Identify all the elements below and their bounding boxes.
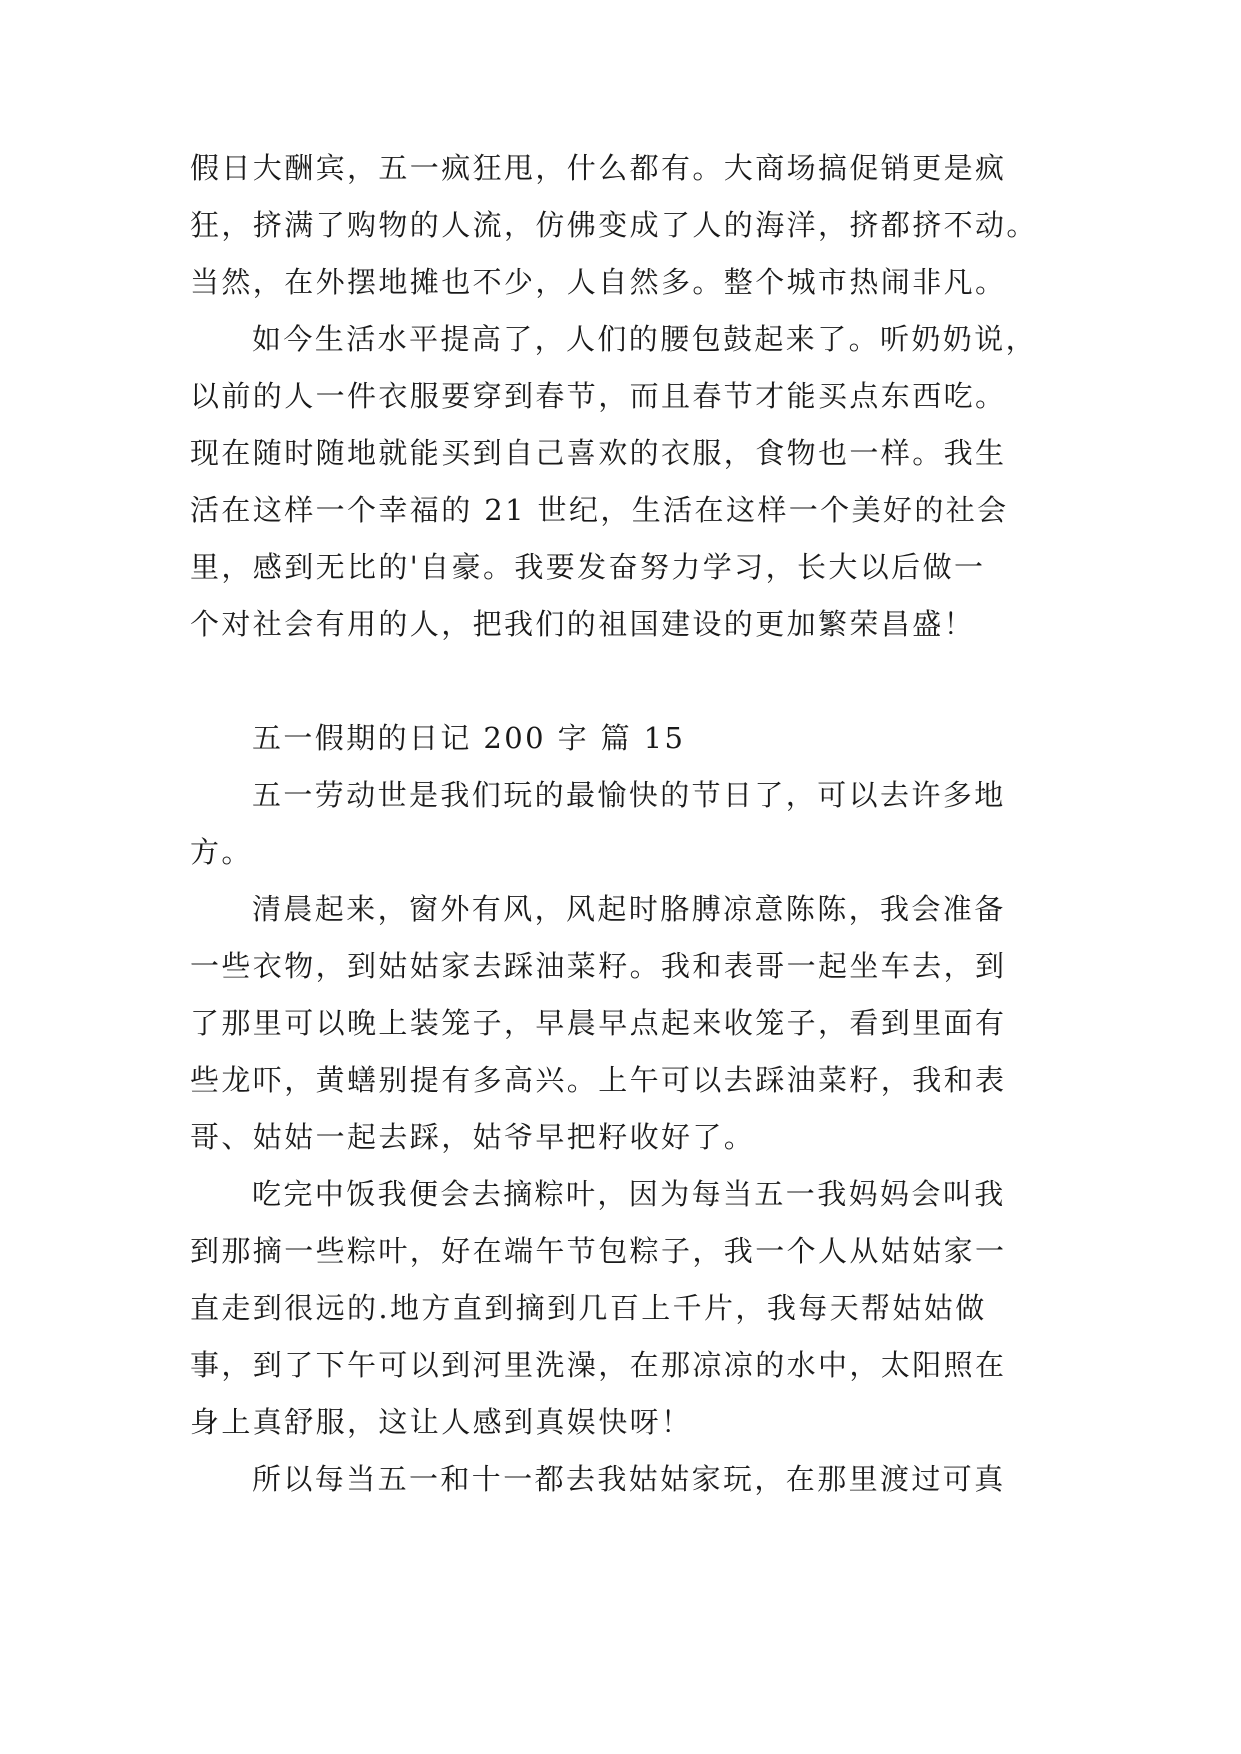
text-line-15: 些龙吓，黄蟮别提有多高兴。上午可以去踩油菜籽，我和表	[190, 1063, 1007, 1097]
text-line-7: 活在这样一个幸福的 21 世纪，生活在这样一个美好的社会	[190, 493, 1009, 527]
text-line-8: 里，感到无比的'自豪。我要发奋努力学习，长大以后做一	[190, 550, 986, 584]
text-line-4: 如今生活水平提高了，人们的腰包鼓起来了。听奶奶说，	[252, 322, 1038, 356]
text-line-6: 现在随时随地就能买到自己喜欢的衣服，食物也一样。我生	[190, 436, 1007, 470]
text-line-20: 事，到了下午可以到河里洗澡，在那凉凉的水中，太阳照在	[190, 1348, 1007, 1382]
text-line-16: 哥、姑姑一起去踩，姑爷早把籽收好了。	[190, 1120, 756, 1154]
text-line-2: 狂，挤满了购物的人流，仿佛变成了人的海洋，挤都挤不动。	[190, 208, 1038, 242]
section-heading: 五一假期的日记 200 字 篇 15	[252, 721, 686, 755]
text-line-18: 到那摘一些粽叶，好在端午节包粽子，我一个人从姑姑家一	[190, 1234, 1007, 1268]
text-line-14: 了那里可以晚上装笼子，早晨早点起来收笼子，看到里面有	[190, 1006, 1007, 1040]
text-line-9: 个对社会有用的人，把我们的祖国建设的更加繁荣昌盛！	[190, 607, 976, 641]
text-line-10: 五一劳动世是我们玩的最愉快的节日了，可以去许多地	[252, 778, 1006, 812]
text-line-21: 身上真舒服，这让人感到真娱快呀！	[190, 1405, 693, 1439]
text-line-11: 方。	[190, 835, 253, 869]
text-line-19: 直走到很远的.地方直到摘到几百上千片，我每天帮姑姑做	[190, 1291, 987, 1325]
text-line-12: 清晨起来，窗外有风，风起时胳膊凉意陈陈，我会准备	[252, 892, 1006, 926]
text-line-13: 一些衣物，到姑姑家去踩油菜籽。我和表哥一起坐车去，到	[190, 949, 1007, 983]
text-line-1: 假日大酬宾，五一疯狂甩，什么都有。大商场搞促销更是疯	[190, 151, 1007, 185]
text-line-5: 以前的人一件衣服要穿到春节，而且春节才能买点东西吃。	[190, 379, 1007, 413]
text-line-17: 吃完中饭我便会去摘粽叶，因为每当五一我妈妈会叫我	[252, 1177, 1006, 1211]
text-line-22: 所以每当五一和十一都去我姑姑家玩，在那里渡过可真	[252, 1462, 1006, 1496]
text-line-3: 当然，在外摆地摊也不少，人自然多。整个城市热闹非凡。	[190, 265, 1007, 299]
